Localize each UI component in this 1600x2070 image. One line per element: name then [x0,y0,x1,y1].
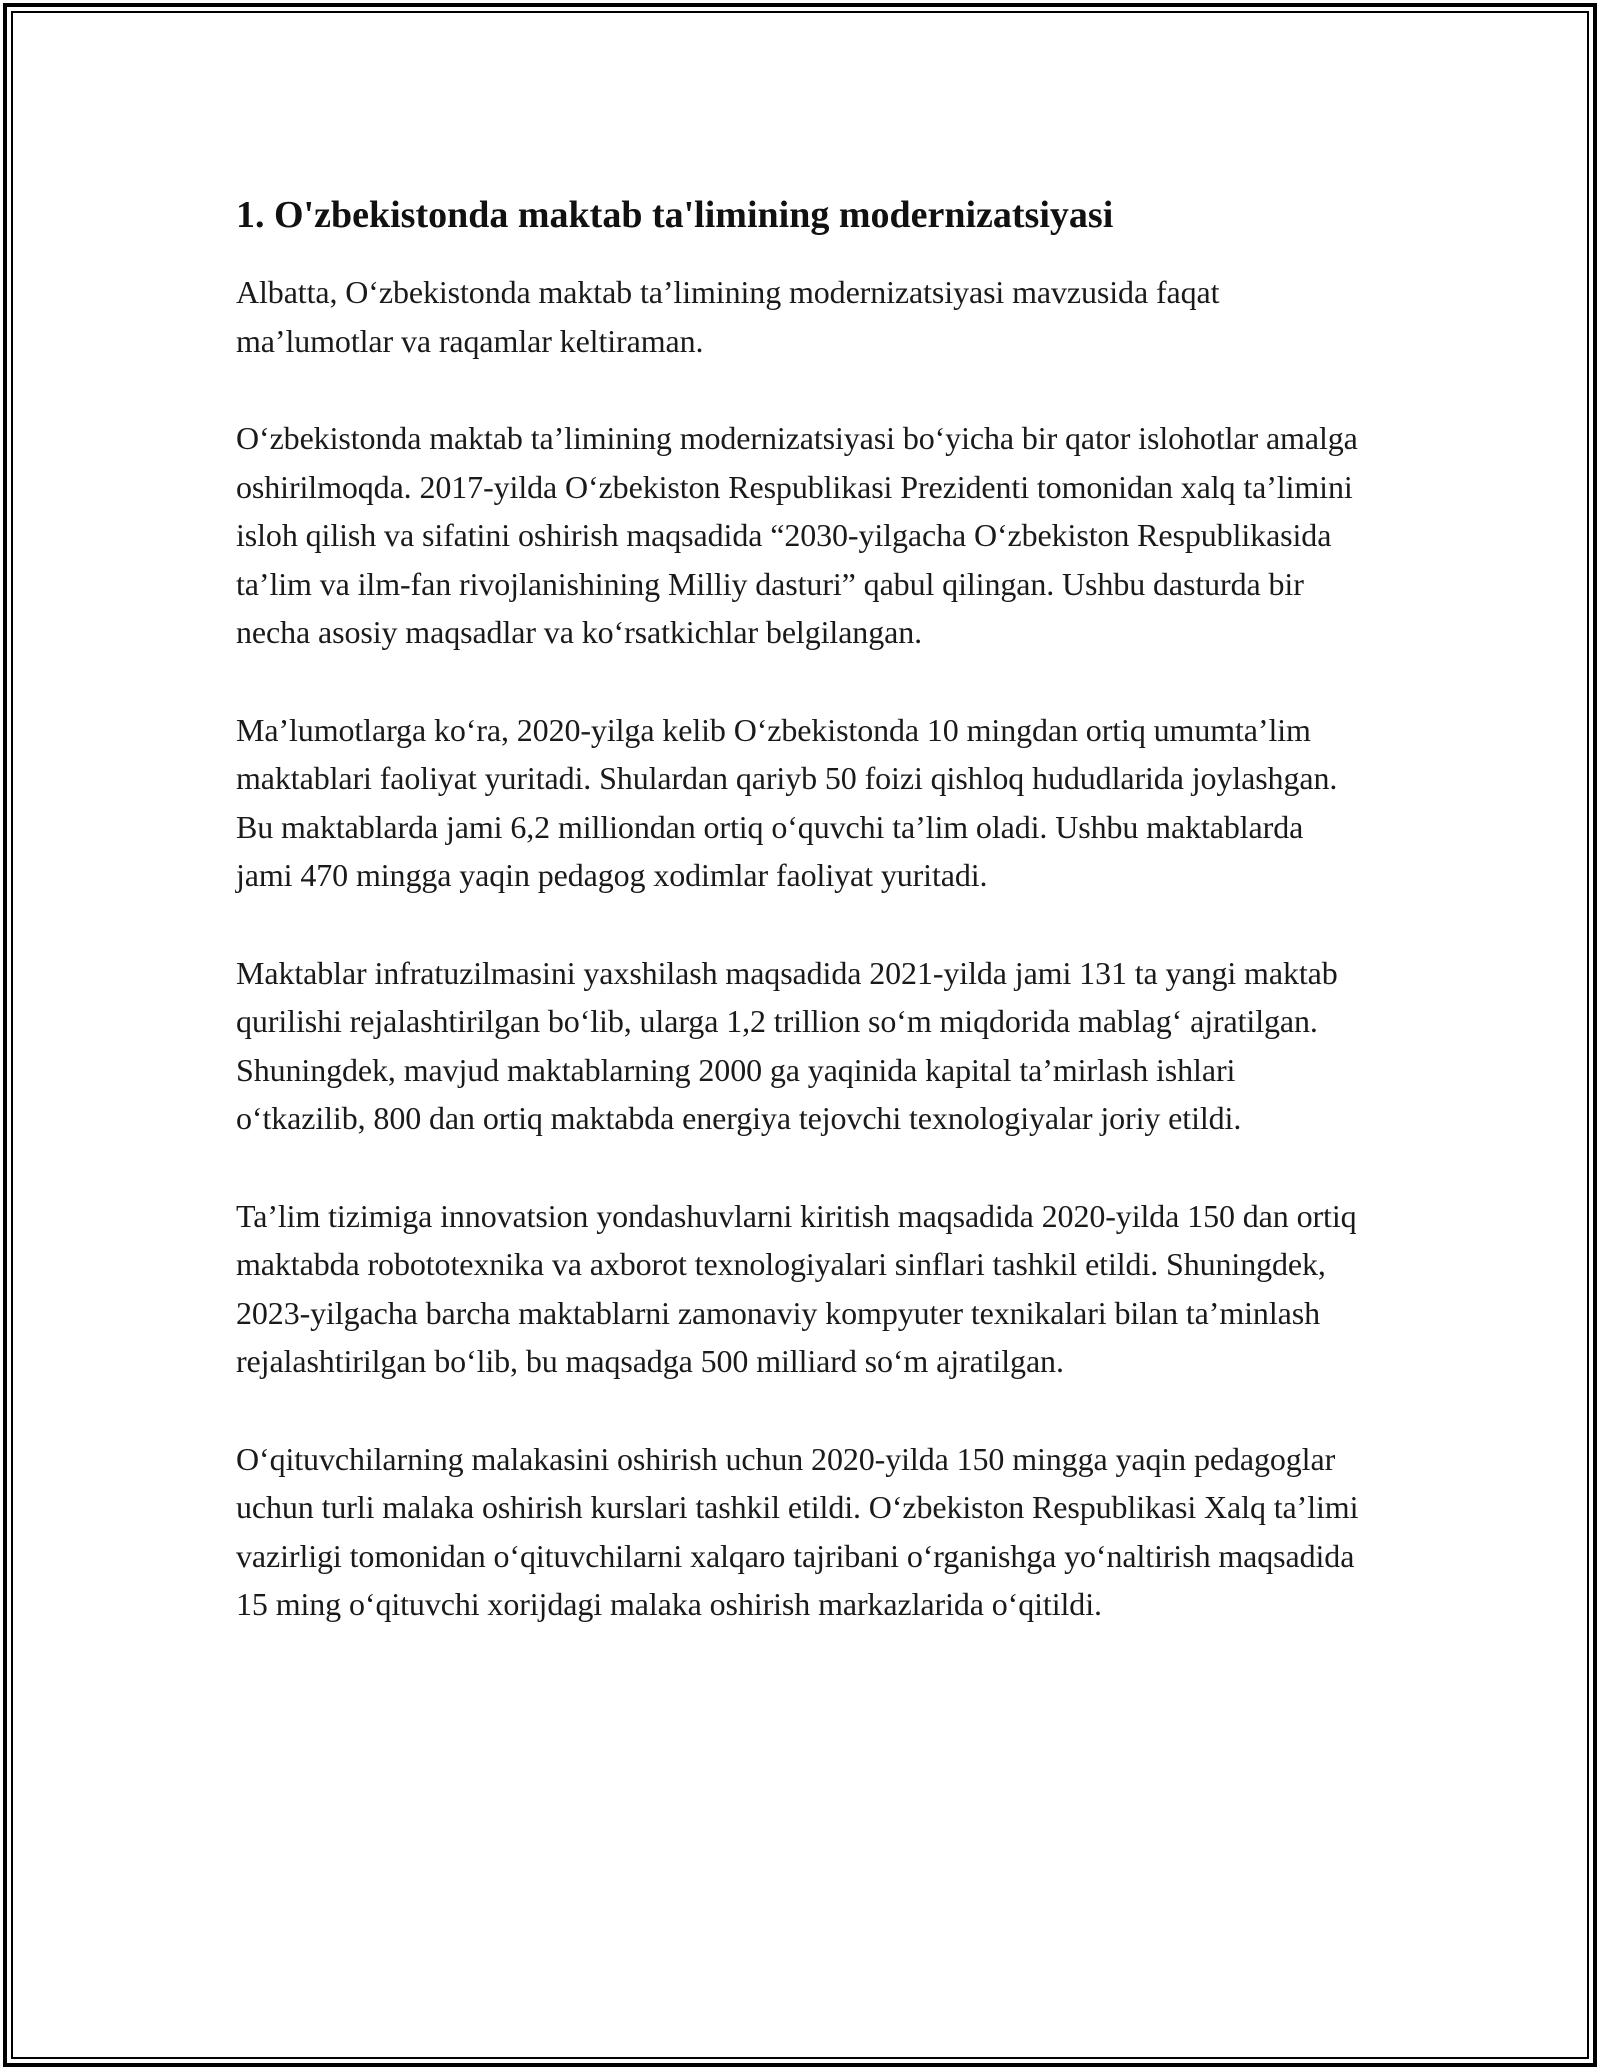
paragraph-innovation: Ta’lim tizimiga innovatsion yondashuvlarni kiritish maqsadida 2020-yilda 150 dan ortiq maktabda robototexnika va axborot texnologiyalari sinflari tashkil etildi. Shuningdek, 2023-yilgacha barcha maktablarni zamonaviy kompyuter texnikalari bilan ta’minlash rejalashtirilgan bo‘lib, bu maqsadga 500 milliard so‘m ajratilgan. [236,1197,1357,1379]
paragraph-infrastructure: Maktablar infratuzilmasini yaxshilash maqsadida 2021-yilda jami 131 ta yangi maktab qurilishi rejalashtirilgan bo‘lib, ularga 1,2 trillion so‘m miqdorida mablag‘ ajratilgan. Shuningdek, mavjud maktablarning 2000 ga yaqinida kapital ta’mirlash ishlari o‘tkazilib, 800 dan ortiq maktabda energiya tejovchi texnologiyalar joriy etildi. [236,954,1338,1136]
document-title: 1. O'zbekistonda maktab ta'limining modernizatsiyasi [236,194,1114,236]
paragraph-statistics: Ma’lumotlarga ko‘ra, 2020-yilga kelib O‘zbekistonda 10 mingdan ortiq umumta’lim maktablari faoliyat yuritadi. Shulardan qariyb 50 foizi qishloq hududlarida joylashgan. Bu maktablarda jami 6,2 milliondan ortiq o‘quvchi ta’lim oladi. Ushbu maktablarda jami 470 mingga yaqin pedagog xodimlar faoliyat yuritadi. [236,711,1338,893]
document-page [236,186,1366,1678]
paragraph-intro: Albatta, O‘zbekistonda maktab ta’limining modernizatsiyasi mavzusida faqat ma’lumotlar va raqamlar keltiraman. [236,274,1220,359]
paragraph-reforms: O‘zbekistonda maktab ta’limining modernizatsiyasi bo‘yicha bir qator islohotlar amalga oshirilmoqda. 2017-yilda O‘zbekiston Respublikasi Prezidenti tomonidan xalq ta’limini isloh qilish va sifatini oshirish maqsadida “2030-yilgacha O‘zbekiston Respublikasida ta’lim va ilm-fan rivojlanishining Milliy dasturi” qabul qilingan. Ushbu dasturda bir necha asosiy maqsadlar va ko‘rsatkichlar belgilangan. [236,420,1358,650]
paragraph-teacher-training: O‘qituvchilarning malakasini oshirish uchun 2020-yilda 150 mingga yaqin pedagoglar uchun turli malaka oshirish kurslari tashkil etildi. O‘zbekiston Respublikasi Xalq ta’limi vazirligi tomonidan o‘qituvchilarni xalqaro tajribani o‘rganishga yo‘naltirish maqsadida 15 ming o‘qituvchi xorijdagi malaka oshirish markazlarida o‘qitildi. [236,1440,1359,1622]
